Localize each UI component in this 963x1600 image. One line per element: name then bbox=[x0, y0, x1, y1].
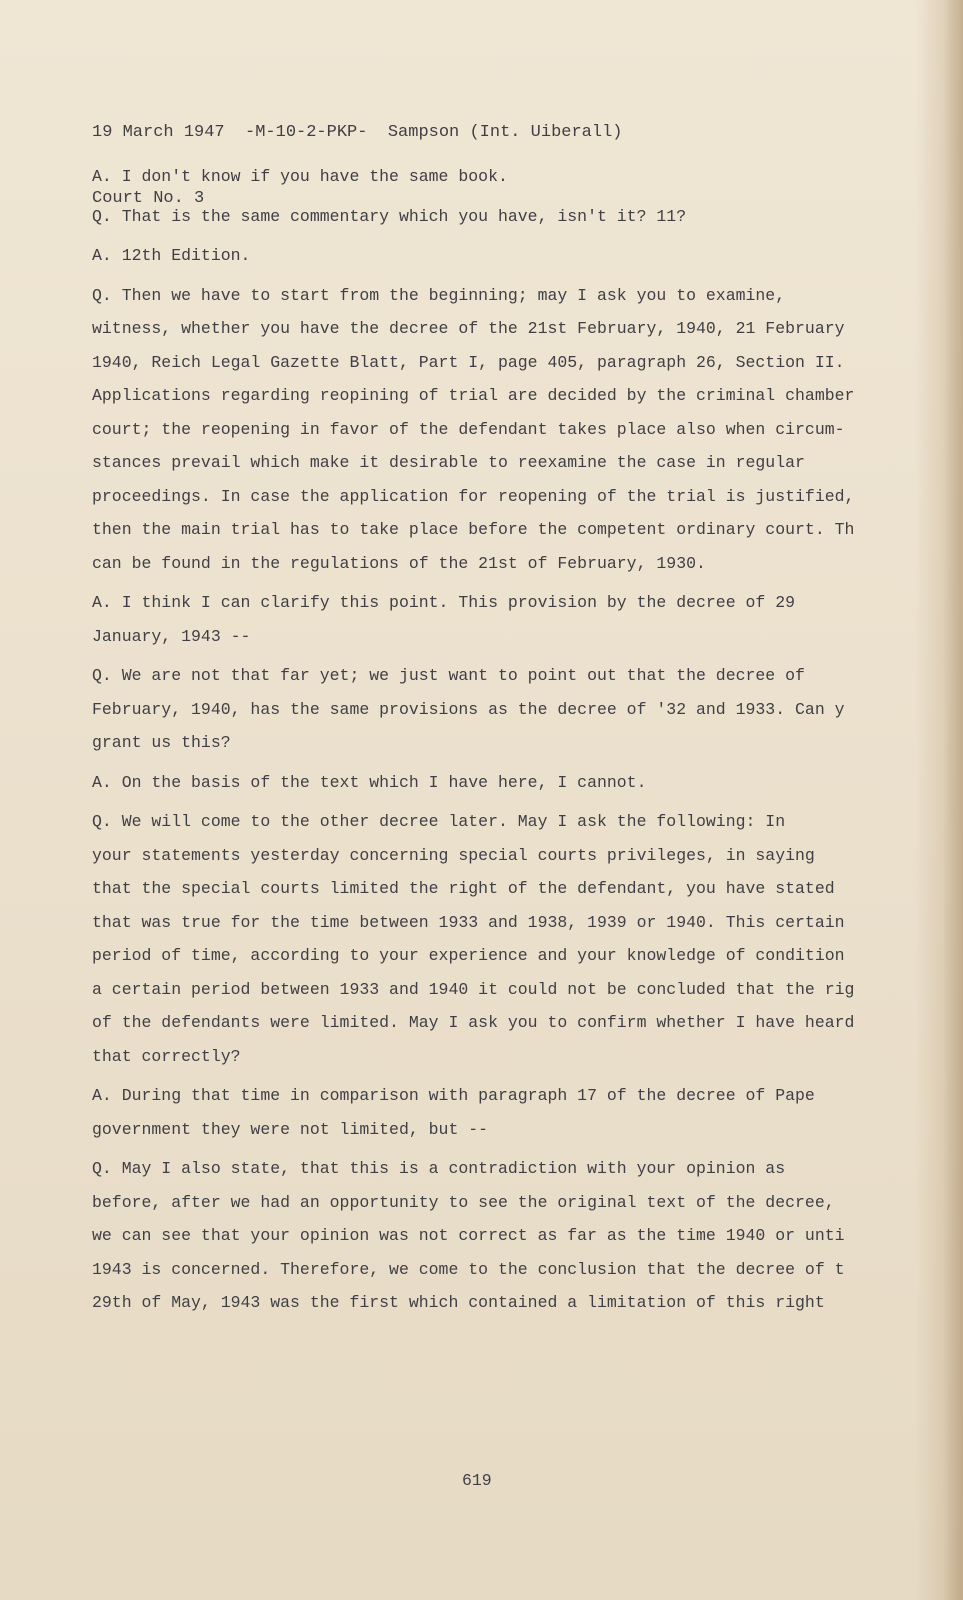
header-court-line: Court No. 3 bbox=[92, 189, 205, 208]
transcript-paragraph bbox=[92, 805, 892, 1073]
transcript-line: 1943 is concerned. Therefore, we come to the conclusion that the decree of t bbox=[92, 1259, 845, 1279]
transcript-line: can be found in the regulations of the 21st of February, 1930. bbox=[92, 553, 706, 573]
transcript-line: A. I think I can clarify this point. This provision by the decree of 29 bbox=[92, 593, 796, 612]
transcript-paragraph bbox=[92, 200, 892, 234]
transcript-line: that was true for the time between 1933 and 1938, 1939 or 1940. This certain bbox=[92, 912, 845, 932]
transcript-line: A. On the basis of the text which I have here, I cannot. bbox=[92, 772, 647, 792]
transcript-line: grant us this? bbox=[92, 733, 231, 752]
transcript-paragraph bbox=[92, 766, 892, 800]
transcript-line: your statements yesterday concerning special courts privileges, in saying bbox=[92, 845, 815, 865]
page-number: 619 bbox=[462, 1471, 492, 1490]
transcript-line: Q. Then we have to start from the beginning; may I ask you to examine, bbox=[92, 285, 786, 305]
transcript-paragraph bbox=[92, 239, 892, 273]
transcript-line: A. 12th Edition. bbox=[92, 246, 251, 265]
transcript-line: court; the reopening in favor of the defendant takes place also when circum- bbox=[92, 419, 845, 439]
transcript-paragraph bbox=[92, 1152, 892, 1320]
transcript-paragraph bbox=[92, 586, 892, 653]
header-session-line: 19 March 1947 -M-10-2-PKP- Sampson (Int. Uiberall) bbox=[92, 123, 623, 142]
transcript-line: witness, whether you have the decree of the 21st February, 1940, 21 February bbox=[92, 319, 845, 338]
transcript-line: Q. We are not that far yet; we just want to point out that the decree of bbox=[92, 666, 805, 685]
transcript-line: that correctly? bbox=[92, 1046, 241, 1066]
transcript-line: 1940, Reich Legal Gazette Blatt, Part I, page 405, paragraph 26, Section II. bbox=[92, 352, 845, 372]
transcript-body bbox=[92, 160, 892, 1326]
transcript-line: a certain period between 1933 and 1940 it could not be concluded that the rig bbox=[92, 979, 855, 999]
transcript-line: January, 1943 -- bbox=[92, 626, 251, 646]
transcript-line: proceedings. In case the application for reopening of the trial is justified, bbox=[92, 486, 855, 506]
transcript-line: period of time, according to your experience and your knowledge of condition bbox=[92, 946, 845, 965]
transcript-line: Q. May I also state, that this is a contradiction with your opinion as bbox=[92, 1159, 786, 1178]
transcript-line: of the defendants were limited. May I ask you to confirm whether I have heard bbox=[92, 1013, 855, 1032]
transcript-line: stances prevail which make it desirable to reexamine the case in regular bbox=[92, 453, 805, 472]
transcript-paragraph bbox=[92, 659, 892, 760]
transcript-line: we can see that your opinion was not correct as far as the time 1940 or unti bbox=[92, 1226, 845, 1245]
transcript-line: government they were not limited, but -- bbox=[92, 1119, 489, 1139]
transcript-line: Q. We will come to the other decree later. May I ask the following: In bbox=[92, 812, 786, 831]
transcript-line: before, after we had an opportunity to see the original text of the decree, bbox=[92, 1192, 835, 1212]
transcript-line: that the special courts limited the right of the defendant, you have stated bbox=[92, 879, 835, 898]
transcript-line: February, 1940, has the same provisions as the decree of '32 and 1933. Can y bbox=[92, 699, 845, 719]
page-edge-shadow bbox=[943, 0, 963, 1600]
transcript-line: then the main trial has to take place before the competent ordinary court. Th bbox=[92, 520, 855, 539]
transcript-paragraph bbox=[92, 160, 892, 194]
transcript-line: A. I don't know if you have the same book. bbox=[92, 167, 508, 186]
transcript-line: Applications regarding reopining of trial are decided by the criminal chamber bbox=[92, 386, 855, 405]
transcript-paragraph bbox=[92, 279, 892, 581]
transcript-line: A. During that time in comparison with paragraph 17 of the decree of Pape bbox=[92, 1086, 815, 1105]
transcript-paragraph bbox=[92, 1079, 892, 1146]
transcript-line: 29th of May, 1943 was the first which contained a limitation of this right bbox=[92, 1293, 825, 1312]
transcript-line: Q. That is the same commentary which you have, isn't it? 11? bbox=[92, 206, 687, 226]
